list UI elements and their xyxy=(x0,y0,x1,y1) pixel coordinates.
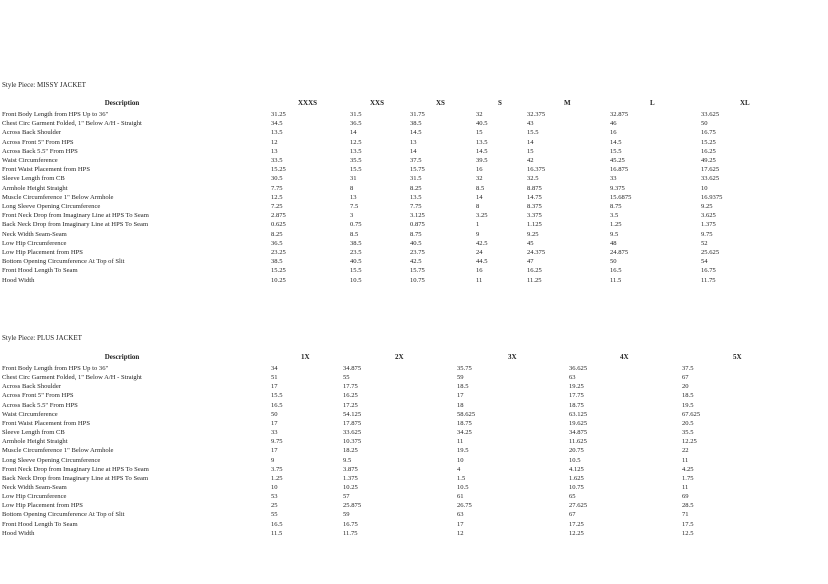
measurement-value: 9 xyxy=(271,456,275,464)
measurement-value: 8 xyxy=(350,184,354,192)
measurement-value: 10.25 xyxy=(271,276,286,284)
measurement-value: 16.75 xyxy=(701,129,716,137)
measurement-value: 1.625 xyxy=(569,474,584,482)
measurement-value: 11 xyxy=(476,276,483,284)
measurement-value: 1.375 xyxy=(701,221,716,229)
measurement-value: 34.875 xyxy=(343,365,362,372)
measurement-label: Muscle Circumference 1" Below Armhole xyxy=(2,193,114,201)
measurement-value: 47 xyxy=(527,258,534,266)
measurement-value: 18.75 xyxy=(569,401,584,409)
measurement-value: 20.5 xyxy=(682,419,694,427)
measurement-value: 3.5 xyxy=(610,212,619,220)
plus-jacket-title: Style Piece: PLUS JACKET xyxy=(2,334,82,342)
measurement-value: 38.5 xyxy=(271,258,283,266)
measurement-value: 17 xyxy=(271,419,278,427)
measurement-value: 9.25 xyxy=(527,230,539,238)
measurement-value: 15.5 xyxy=(350,166,362,174)
measurement-value: 15.25 xyxy=(271,166,286,174)
measurement-value: 15.75 xyxy=(410,267,425,275)
measurement-label: Across Front 5" From HPS xyxy=(2,138,74,146)
measurement-value: 0.75 xyxy=(350,221,362,229)
measurement-value: 31.75 xyxy=(410,111,425,118)
measurement-value: 42.5 xyxy=(476,239,488,247)
measurement-value: 9.25 xyxy=(701,203,713,210)
measurement-value: 15.5 xyxy=(271,392,283,400)
measurement-value: 4.25 xyxy=(682,465,694,473)
measurement-value: 12.5 xyxy=(350,138,362,146)
measurement-value: 16.75 xyxy=(701,267,716,275)
measurement-label: Low Hip Circumference xyxy=(2,239,67,247)
measurement-value: 11.5 xyxy=(610,276,622,284)
measurement-value: 23.5 xyxy=(350,249,362,256)
measurement-value: 11.75 xyxy=(343,529,358,537)
measurement-value: 13.5 xyxy=(410,193,422,201)
measurement-value: 25 xyxy=(271,502,278,510)
column-header-description: Description xyxy=(104,99,140,107)
measurement-value: 45 xyxy=(527,239,534,247)
column-header-size: 3X xyxy=(508,353,517,361)
measurement-value: 11.5 xyxy=(271,529,283,537)
measurement-value: 19.25 xyxy=(569,383,584,391)
measurement-value: 55 xyxy=(343,374,350,382)
measurement-value: 65 xyxy=(569,493,576,501)
measurement-value: 15.25 xyxy=(271,267,286,275)
measurement-value: 15.5 xyxy=(610,147,622,155)
measurement-value: 55 xyxy=(271,511,278,519)
measurement-value: 33.625 xyxy=(701,175,720,183)
measurement-value: 16.25 xyxy=(343,392,358,400)
measurement-value: 35.5 xyxy=(350,157,362,164)
measurement-value: 42.5 xyxy=(410,258,422,266)
measurement-value: 33.625 xyxy=(701,111,720,118)
measurement-value: 12.5 xyxy=(682,529,694,537)
measurement-value: 3.75 xyxy=(271,465,283,473)
measurement-value: 17.75 xyxy=(343,383,358,391)
measurement-value: 14 xyxy=(410,147,417,155)
measurement-value: 0.625 xyxy=(271,221,286,229)
measurement-value: 9 xyxy=(476,230,480,238)
measurement-value: 34.5 xyxy=(271,120,283,128)
measurement-value: 8.5 xyxy=(476,184,485,192)
measurement-value: 50 xyxy=(701,120,708,128)
measurement-value: 14 xyxy=(527,138,534,146)
measurement-value: 1.125 xyxy=(527,221,542,229)
measurement-value: 50 xyxy=(271,410,278,418)
measurement-value: 8.875 xyxy=(527,184,542,192)
measurement-value: 16.5 xyxy=(271,401,283,409)
measurement-value: 17 xyxy=(457,520,464,528)
measurement-value: 32.5 xyxy=(527,175,539,183)
measurement-value: 54.125 xyxy=(343,410,362,418)
measurement-value: 48 xyxy=(610,239,617,247)
measurement-value: 19.625 xyxy=(569,419,588,427)
measurement-value: 35.75 xyxy=(457,365,472,372)
measurement-label: Front Body Length from HPS Up to 36" xyxy=(2,111,109,118)
measurement-value: 16.75 xyxy=(343,520,358,528)
measurement-value: 8.375 xyxy=(527,203,542,210)
measurement-label: Long Sleeve Opening Circumference xyxy=(2,203,101,210)
measurement-label: Hood Width xyxy=(2,529,35,537)
measurement-label: Across Back Shoulder xyxy=(2,129,61,137)
measurement-value: 57 xyxy=(343,493,350,501)
measurement-value: 16.9375 xyxy=(701,193,723,201)
plus-header-row xyxy=(0,352,828,362)
column-header-size: 2X xyxy=(395,353,404,361)
column-header-size: S xyxy=(498,99,502,107)
measurement-value: 63 xyxy=(569,374,576,382)
measurement-value: 17 xyxy=(457,392,464,400)
measurement-value: 19.5 xyxy=(457,447,469,455)
measurement-value: 15 xyxy=(527,147,534,155)
measurement-value: 17.5 xyxy=(682,520,694,528)
measurement-value: 11.625 xyxy=(569,438,587,446)
measurement-value: 11.75 xyxy=(701,276,716,284)
measurement-value: 14.5 xyxy=(610,138,622,146)
measurement-value: 14 xyxy=(350,129,357,137)
measurement-value: 10 xyxy=(271,483,278,491)
measurement-value: 24.875 xyxy=(610,249,629,256)
measurement-value: 3.875 xyxy=(343,465,358,473)
measurement-value: 35.5 xyxy=(682,429,694,437)
column-header-size: 5X xyxy=(733,353,742,361)
measurement-value: 53 xyxy=(271,493,278,501)
measurement-label: Across Back 5.5" From HPS xyxy=(2,401,78,409)
measurement-value: 61 xyxy=(457,493,464,501)
measurement-label: Front Body Length from HPS Up to 36" xyxy=(2,365,109,372)
measurement-label: Front Waist Placement from HPS xyxy=(2,419,90,427)
measurement-value: 12.25 xyxy=(682,438,697,446)
measurement-value: 36.625 xyxy=(569,365,588,372)
measurement-label: Across Front 5" From HPS xyxy=(2,392,74,400)
measurement-value: 2.875 xyxy=(271,212,286,220)
measurement-value: 1.75 xyxy=(682,474,694,482)
measurement-value: 42 xyxy=(527,157,534,164)
column-header-size: XL xyxy=(740,99,750,107)
measurement-value: 37.5 xyxy=(410,157,422,164)
measurement-value: 1 xyxy=(476,221,480,229)
measurement-value: 58.625 xyxy=(457,410,476,418)
measurement-value: 34.875 xyxy=(569,429,588,437)
measurement-label: Armhole Height Straight xyxy=(2,184,68,192)
measurement-value: 14.75 xyxy=(527,193,542,201)
measurement-value: 27.625 xyxy=(569,502,588,510)
measurement-value: 16.25 xyxy=(701,147,716,155)
measurement-value: 15.6875 xyxy=(610,193,632,201)
measurement-value: 32.375 xyxy=(527,111,546,118)
measurement-value: 7.75 xyxy=(271,184,283,192)
measurement-label: Low Hip Placement from HPS xyxy=(2,502,83,510)
measurement-value: 34.25 xyxy=(457,429,472,437)
measurement-value: 16 xyxy=(610,129,617,137)
measurement-label: Back Neck Drop from Imaginary Line at HPS To Seam xyxy=(2,221,149,229)
missy-header-row xyxy=(0,98,828,108)
measurement-value: 40.5 xyxy=(476,120,488,128)
measurement-value: 31 xyxy=(350,175,357,183)
measurement-value: 18 xyxy=(457,401,464,409)
measurement-value: 69 xyxy=(682,493,689,501)
measurement-value: 32 xyxy=(476,175,483,183)
measurement-value: 18.5 xyxy=(457,383,469,391)
measurement-value: 10.5 xyxy=(457,483,469,491)
measurement-value: 25.625 xyxy=(701,249,720,256)
measurement-value: 17.625 xyxy=(701,166,720,174)
measurement-value: 16.375 xyxy=(527,166,546,174)
measurement-value: 59 xyxy=(343,511,350,519)
measurement-value: 8.5 xyxy=(350,230,359,238)
measurement-value: 26.75 xyxy=(457,502,472,510)
measurement-value: 67 xyxy=(569,511,576,519)
measurement-label: Chest Circ Garment Folded, 1" Below A/H - Straight xyxy=(2,120,142,128)
measurement-value: 67.625 xyxy=(682,410,701,418)
measurement-label: Bottom Opening Circumference At Top of Slit xyxy=(2,511,125,519)
measurement-value: 7.5 xyxy=(350,203,359,210)
measurement-value: 63 xyxy=(457,511,464,519)
measurement-value: 17.25 xyxy=(569,520,584,528)
measurement-value: 37.5 xyxy=(682,365,694,372)
measurement-value: 12 xyxy=(271,138,278,146)
measurement-value: 17 xyxy=(271,447,278,455)
measurement-value: 16 xyxy=(476,267,483,275)
measurement-value: 36.5 xyxy=(350,120,362,128)
measurement-value: 16.5 xyxy=(610,267,622,275)
measurement-value: 39.5 xyxy=(476,157,488,164)
column-header-size: XXS xyxy=(370,99,385,107)
measurement-value: 63.125 xyxy=(569,410,588,418)
measurement-value: 54 xyxy=(701,258,708,266)
measurement-value: 33.625 xyxy=(343,429,362,437)
measurement-label: Front Hood Length To Seam xyxy=(2,267,78,275)
measurement-value: 11 xyxy=(682,456,689,464)
measurement-value: 16.25 xyxy=(527,267,542,275)
table-row xyxy=(0,276,828,286)
measurement-value: 49.25 xyxy=(701,157,716,164)
measurement-value: 51 xyxy=(271,374,278,382)
column-header-description: Description xyxy=(104,353,140,361)
measurement-value: 28.5 xyxy=(682,502,694,510)
measurement-value: 12.25 xyxy=(569,529,584,537)
measurement-value: 10.5 xyxy=(350,276,362,284)
measurement-value: 59 xyxy=(457,374,464,382)
measurement-value: 3.375 xyxy=(527,212,542,220)
measurement-label: Sleeve Length from CB xyxy=(2,429,65,437)
measurement-value: 67 xyxy=(682,374,689,382)
measurement-value: 11.25 xyxy=(527,276,542,284)
measurement-value: 17 xyxy=(271,383,278,391)
column-header-size: M xyxy=(564,99,571,107)
measurement-value: 17.25 xyxy=(343,401,358,409)
measurement-value: 7.25 xyxy=(271,203,283,210)
measurement-value: 9.5 xyxy=(343,456,352,464)
measurement-value: 3.125 xyxy=(410,212,425,220)
measurement-value: 10 xyxy=(457,456,464,464)
measurement-value: 30.5 xyxy=(271,175,283,183)
measurement-value: 10.5 xyxy=(569,456,581,464)
measurement-value: 46 xyxy=(610,120,617,128)
measurement-value: 8.75 xyxy=(610,203,622,210)
measurement-value: 8.25 xyxy=(410,184,422,192)
measurement-value: 17.875 xyxy=(343,419,362,427)
column-header-size: 1X xyxy=(301,353,310,361)
measurement-value: 13 xyxy=(410,138,417,146)
measurement-label: Across Back Shoulder xyxy=(2,383,61,391)
measurement-value: 11 xyxy=(457,438,464,446)
measurement-label: Neck Width Seam-Seam xyxy=(2,230,67,238)
measurement-value: 40.5 xyxy=(410,239,422,247)
measurement-value: 43 xyxy=(527,120,534,128)
measurement-value: 24 xyxy=(476,249,483,256)
measurement-value: 40.5 xyxy=(350,258,362,266)
measurement-value: 32 xyxy=(476,111,483,118)
measurement-value: 14 xyxy=(476,193,483,201)
measurement-value: 31.25 xyxy=(271,111,286,118)
measurement-value: 1.375 xyxy=(343,474,358,482)
measurement-value: 15.5 xyxy=(350,267,362,275)
measurement-value: 33.5 xyxy=(271,157,283,164)
measurement-value: 31.5 xyxy=(410,175,422,183)
measurement-value: 8.25 xyxy=(271,230,283,238)
measurement-label: Waist Circumference xyxy=(2,410,58,418)
measurement-value: 9.75 xyxy=(271,438,283,446)
measurement-value: 4.125 xyxy=(569,465,584,473)
measurement-value: 13 xyxy=(271,147,278,155)
measurement-value: 15.75 xyxy=(410,166,425,174)
column-header-size: XXXS xyxy=(298,99,318,107)
measurement-value: 10.75 xyxy=(410,276,425,284)
measurement-value: 23.25 xyxy=(271,249,286,256)
measurement-value: 16 xyxy=(476,166,483,174)
measurement-value: 22 xyxy=(682,447,689,455)
measurement-value: 17.75 xyxy=(569,392,584,400)
measurement-label: Chest Circ Garment Folded, 1" Below A/H - Straight xyxy=(2,374,142,382)
column-header-size: 4X xyxy=(620,353,629,361)
measurement-value: 9.75 xyxy=(701,230,713,238)
measurement-value: 14.5 xyxy=(410,129,422,137)
measurement-value: 24.375 xyxy=(527,249,546,256)
column-header-size: XS xyxy=(436,99,445,107)
measurement-value: 12 xyxy=(457,529,464,537)
measurement-value: 3.625 xyxy=(701,212,716,220)
measurement-label: Front Waist Placement from HPS xyxy=(2,166,90,174)
measurement-value: 9.5 xyxy=(610,230,619,238)
measurement-value: 4 xyxy=(457,465,461,473)
measurement-value: 50 xyxy=(610,258,617,266)
measurement-value: 13.5 xyxy=(476,138,488,146)
measurement-label: Low Hip Circumference xyxy=(2,493,67,501)
measurement-value: 8.75 xyxy=(410,230,422,238)
measurement-label: Low Hip Placement from HPS xyxy=(2,249,83,256)
measurement-value: 23.75 xyxy=(410,249,425,256)
measurement-value: 34 xyxy=(271,365,278,372)
measurement-value: 44.5 xyxy=(476,258,488,266)
measurement-value: 20.75 xyxy=(569,447,584,455)
measurement-label: Armhole Height Straight xyxy=(2,438,68,446)
measurement-value: 15 xyxy=(476,129,483,137)
measurement-value: 10.25 xyxy=(343,483,358,491)
measurement-value: 32.875 xyxy=(610,111,629,118)
measurement-label: Hood Width xyxy=(2,276,35,284)
measurement-value: 1.25 xyxy=(610,221,622,229)
measurement-value: 8 xyxy=(476,203,480,210)
measurement-value: 18.75 xyxy=(457,419,472,427)
measurement-value: 14.5 xyxy=(476,147,488,155)
measurement-value: 1.25 xyxy=(271,474,283,482)
measurement-label: Long Sleeve Opening Circumference xyxy=(2,456,101,464)
measurement-value: 20 xyxy=(682,383,689,391)
measurement-label: Muscle Circumference 1" Below Armhole xyxy=(2,447,114,455)
measurement-value: 12.5 xyxy=(271,193,283,201)
measurement-value: 10 xyxy=(701,184,708,192)
measurement-value: 33 xyxy=(610,175,617,183)
measurement-value: 1.5 xyxy=(457,474,466,482)
measurement-value: 11 xyxy=(682,483,689,491)
measurement-label: Front Neck Drop from Imaginary Line at HPS To Seam xyxy=(2,465,149,473)
measurement-label: Front Neck Drop from Imaginary Line at HPS To Seam xyxy=(2,212,149,220)
measurement-value: 45.25 xyxy=(610,157,625,164)
measurement-label: Across Back 5.5" From HPS xyxy=(2,147,78,155)
measurement-value: 36.5 xyxy=(271,239,283,247)
measurement-label: Front Hood Length To Seam xyxy=(2,520,78,528)
measurement-label: Sleeve Length from CB xyxy=(2,175,65,183)
measurement-value: 52 xyxy=(701,239,708,247)
measurement-value: 38.5 xyxy=(410,120,422,128)
measurement-value: 13 xyxy=(350,193,357,201)
measurement-label: Back Neck Drop from Imaginary Line at HPS To Seam xyxy=(2,474,149,482)
measurement-value: 3.25 xyxy=(476,212,488,220)
measurement-value: 16.5 xyxy=(271,520,283,528)
measurement-value: 71 xyxy=(682,511,689,519)
measurement-value: 38.5 xyxy=(350,239,362,247)
measurement-value: 9.375 xyxy=(610,184,625,192)
measurement-value: 15.5 xyxy=(527,129,539,137)
measurement-value: 3 xyxy=(350,212,354,220)
measurement-value: 10.375 xyxy=(343,438,362,446)
measurement-value: 18.25 xyxy=(343,447,358,455)
measurement-value: 7.75 xyxy=(410,203,422,210)
measurement-value: 25.875 xyxy=(343,502,362,510)
measurement-value: 13.5 xyxy=(350,147,362,155)
measurement-value: 19.5 xyxy=(682,401,694,409)
measurement-value: 0.875 xyxy=(410,221,425,229)
measurement-value: 33 xyxy=(271,429,278,437)
table-row xyxy=(0,529,828,539)
measurement-label: Neck Width Seam-Seam xyxy=(2,483,67,491)
measurement-value: 16.875 xyxy=(610,166,629,174)
measurement-value: 31.5 xyxy=(350,111,362,118)
measurement-value: 15.25 xyxy=(701,138,716,146)
measurement-value: 18.5 xyxy=(682,392,694,400)
measurement-value: 10.75 xyxy=(569,483,584,491)
column-header-size: L xyxy=(650,99,655,107)
missy-jacket-title: Style Piece: MISSY JACKET xyxy=(2,81,86,89)
measurement-label: Waist Circumference xyxy=(2,157,58,164)
measurement-value: 13.5 xyxy=(271,129,283,137)
measurement-label: Bottom Opening Circumference At Top of Slit xyxy=(2,258,125,266)
